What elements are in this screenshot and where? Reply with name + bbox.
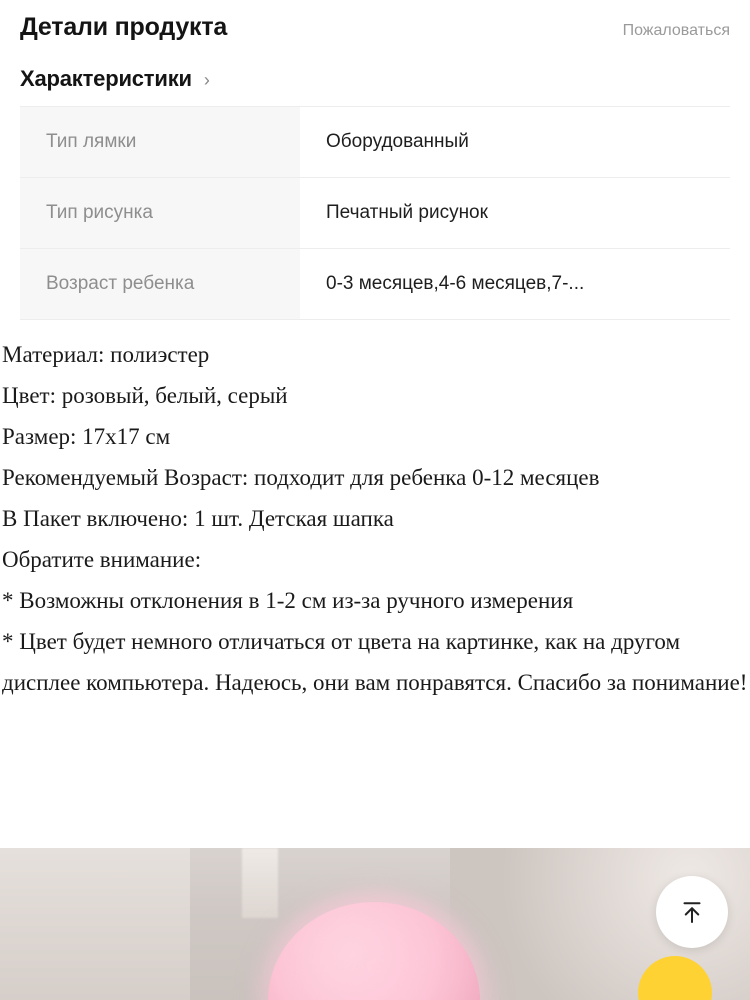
spec-key: Тип рисунка [20,178,300,248]
page-title: Детали продукта [20,13,228,41]
spec-value: Печатный рисунок [326,202,488,223]
photo-background-left [0,848,190,1000]
product-photo[interactable] [0,848,750,1000]
scroll-to-top-button[interactable] [656,876,728,948]
description-line: * Цвет будет немного отличаться от цвета на картинке, как на другом дисплее компьютера. Надеюсь, они вам понравятся. Спасибо за понимание! [2,629,748,695]
table-row [20,107,730,178]
description-line: В Пакет включено: 1 шт. Детская шапка [2,506,394,531]
chevron-right-icon: › [203,70,210,90]
description-line: Материал: полиэстер [2,342,210,367]
table-row [20,178,730,249]
spec-value: 0-3 месяцев,4-6 месяцев,7-... [326,273,585,294]
characteristics-section-header[interactable] [0,48,750,106]
description-line: Обратите внимание: [2,547,202,572]
spec-key: Тип лямки [20,107,300,177]
specifications-table [20,106,730,320]
description-line: Рекомендуемый Возраст: подходит для ребенка 0-12 месяцев [2,465,600,490]
product-description [0,320,750,703]
description-line: * Возможны отклонения в 1-2 см из-за ручного измерения [2,588,574,613]
report-link[interactable]: Пожаловаться [622,22,730,39]
spec-key: Возраст ребенка [20,249,300,319]
photo-background-object [242,848,278,918]
spec-value: Оборудованный [326,131,469,152]
page-header [0,0,750,48]
section-title: Характеристики [20,66,192,91]
description-line: Цвет: розовый, белый, серый [2,383,288,408]
table-row [20,249,730,320]
pink-pompom-hat [268,902,480,1000]
arrow-up-to-line-icon [677,897,707,927]
description-line: Размер: 17x17 см [2,424,171,449]
